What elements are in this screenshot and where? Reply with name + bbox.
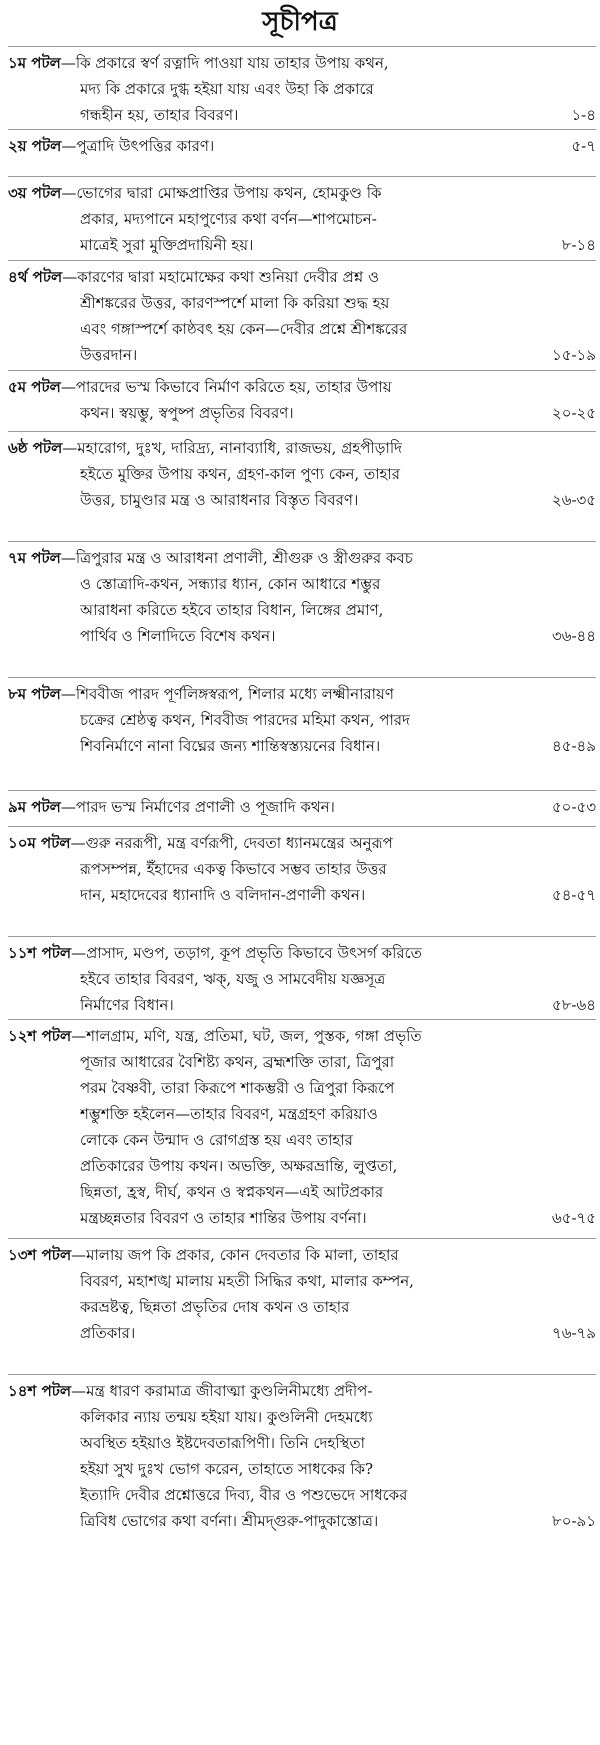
toc-entry-line (8, 1023, 528, 1049)
toc-entry-line: প্রতিকারের উপায় কথন। অভক্তি, অক্ষরভ্রান্তি, লুপ্ততা, (80, 1157, 398, 1175)
chapter-label: ৪র্থ পটল (8, 268, 63, 286)
toc-entry-line: বিবরণ, মহাশঙ্খ মালায় মহতী সিদ্ধির কথা, মালার কম্পন, (80, 1272, 414, 1290)
toc-entry-line: ও স্তোত্রাদি-কথন, সন্ধ্যার ধ্যান, কোন আধারে শম্ভুর (80, 575, 381, 593)
page-range: ৭৬-৭৯ (551, 1324, 596, 1342)
toc-entry-line (8, 374, 528, 400)
toc-entry-line (8, 50, 528, 76)
toc-entry-line (8, 794, 528, 820)
chapter-label: ১৩শ পটল (8, 1246, 72, 1264)
toc-entry-line (8, 830, 528, 856)
entry-divider (8, 260, 596, 261)
entry-divider (8, 1374, 596, 1375)
toc-entry (8, 431, 596, 515)
chapter-label: ১ম পটল (8, 54, 61, 72)
toc-entry-line: কথন। স্বয়ম্ভু, স্বপুষ্প প্রভৃতির বিবরণ। (80, 404, 294, 422)
toc-entry (8, 1238, 596, 1348)
entry-divider (8, 370, 596, 371)
toc-entry-line: দান, মহাদেবের ধ্যানাদি ও বলিদান-প্রণালী কথন। (80, 886, 366, 904)
toc-entry (8, 129, 596, 161)
chapter-label: ১২শ পটল (8, 1027, 72, 1045)
page-range: ৬৫-৭৫ (551, 1209, 596, 1227)
toc-entry-line: শম্ভুশক্তি হইলেন—তাহার বিবরণ, মন্ত্রগ্রহণ করিয়াও (80, 1105, 378, 1123)
toc-entry-line: উত্তরদান। (80, 346, 138, 364)
entry-divider (8, 176, 596, 177)
toc-entry-line: পূজার আধারের বৈশিষ্ট্য কথন, ব্রহ্মশক্তি তারা, ত্রিপুরা (80, 1053, 395, 1071)
toc-entry-line: মাত্রেই সুরা মুক্তিপ্রদায়িনী হয়। (80, 236, 254, 254)
toc-entry-line: হইবে তাহার বিবরণ, ঋক্, যজু ও সামবেদীয় যজ্ঞসূত্র (80, 970, 386, 988)
toc-entry (8, 46, 596, 130)
chapter-label: ৮ম পটল (8, 685, 61, 703)
toc-entry-line: প্রকার, মদ্যপানে মহাপুণ্যের কথা বর্ণন—শাপমোচন- (80, 210, 377, 228)
toc-entry-line (8, 133, 528, 159)
toc-entry-line: পরম বৈষ্ণবী, তারা কিরূপে শাকম্ভরী ও ত্রিপুরা কিরূপে (80, 1079, 395, 1097)
toc-entry-line: এবং গঙ্গাস্পর্শে কাষ্ঠবৎ হয় কেন—দেবীর প্রশ্নে শ্রীশঙ্করের (80, 320, 408, 338)
toc-entry-line: মন্ত্রচ্ছন্নতার বিবরণ ও তাহার শান্তির উপায় বর্ণনা। (80, 1209, 367, 1227)
toc-entry (8, 677, 596, 761)
toc-entry (8, 826, 596, 910)
chapter-label: ৭ম পটল (8, 549, 61, 567)
chapter-description: —কারণের দ্বারা মহামোক্ষের কথা শুনিয়া দেবীর প্রশ্ন ও (62, 268, 380, 286)
chapter-label: ৫ম পটল (8, 378, 61, 396)
toc-entry-line (8, 681, 528, 707)
page-range: ১৫-১৯ (551, 346, 596, 364)
toc-entry (8, 176, 596, 260)
toc-entry-line: মদ্য কি প্রকারে দুগ্ধ হইয়া যায় এবং উহা কি প্রকারে (80, 80, 374, 98)
toc-entry-line (8, 264, 528, 290)
entry-divider (8, 1238, 596, 1239)
toc-entry-line (8, 1378, 528, 1404)
toc-entry-line: কলিকার ন্যায় তন্ময় হইয়া যায়। কুণ্ডলিনী দেহমধ্যে (80, 1408, 373, 1426)
toc-entry (8, 370, 596, 428)
chapter-description: —ত্রিপুরার মন্ত্র ও আরাধনা প্রণালী, শ্রীগুরু ও স্ত্রীগুরুর কবচ (60, 549, 413, 567)
toc-entry (8, 260, 596, 370)
page-range: ৩৬-৪৪ (551, 627, 596, 645)
toc-entry-line: ত্রিবিধ ভোগের কথা বর্ণনা। শ্রীমদ্‌গুরু-পাদুকাস্তোত্র। (80, 1512, 379, 1530)
toc-entry-line: ইত্যাদি দেবীর প্রশ্নোত্তরে দিব্য, বীর ও পশুভেদে সাধকের (80, 1486, 408, 1504)
toc-entry-line: শিবনির্মাণে নানা বিঘ্নের জন্য শান্তিস্বস্ত্যয়নের বিধান। (80, 737, 381, 755)
entry-divider (8, 1019, 596, 1020)
page-title: সূচীপত্র (262, 7, 338, 37)
page-range: ৫-৭ (571, 137, 596, 155)
toc-entry-line: লোকে কেন উন্মাদ ও রোগগ্রস্ত হয় এবং তাহার (80, 1131, 353, 1149)
toc-entry-line: করভ্রষ্টত্ব, ছিন্নতা প্রভৃতির দোষ কথন ও তাহার (80, 1298, 350, 1316)
toc-entry-line (8, 180, 528, 206)
toc-entry (8, 1374, 596, 1536)
page-range: ৫৪-৫৭ (551, 886, 596, 904)
chapter-label: ৩য় পটল (8, 184, 62, 202)
page-range: ৮০-৯১ (551, 1512, 596, 1530)
toc-entry-line: হইয়া সুখ দুঃখ ভোগ করেন, তাহাতে সাধকের কি? (80, 1460, 374, 1478)
page-range: ২০-২৫ (551, 404, 596, 422)
chapter-label: ১৪শ পটল (8, 1382, 72, 1400)
toc-entry-line: রূপসম্পন্ন, ইঁহাদের একত্ব কিভাবে সম্ভব তাহার উত্তর (80, 860, 387, 878)
chapter-description: —পুত্রাদি উৎপত্তির কারণ। (61, 137, 215, 155)
toc-entry-line: শ্রীশঙ্করের উত্তর, কারণস্পর্শে মালা কি করিয়া শুদ্ধ হয় (80, 294, 390, 312)
entry-divider (8, 541, 596, 542)
toc-entry-line: পার্থিব ও শিলাদিতে বিশেষ কথন। (80, 627, 276, 645)
chapter-description: —কি প্রকারে স্বর্ণ রত্নাদি পাওয়া যায় তাহার উপায় কথন, (60, 54, 389, 72)
entry-divider (8, 46, 596, 47)
toc-entry-line: আরাধনা করিতে হইবে তাহার বিধান, লিঙ্গের প্রমাণ, (80, 601, 384, 619)
toc-entry-line: গন্ধহীন হয়, তাহার বিবরণ। (80, 106, 239, 124)
chapter-description: —প্রাসাদ, মণ্ডপ, তড়াগ, কূপ প্রভৃতি কিভাবে উৎসর্গ করিতে (71, 944, 422, 962)
chapter-label: ২য় পটল (8, 137, 62, 155)
entry-divider (8, 826, 596, 827)
chapter-description: —গুরু নররূপী, মন্ত্র বর্ণরূপী, দেবতা ধ্যানমন্ত্রের অনুরূপ (70, 834, 393, 852)
page-range: ৫০-৫৩ (551, 798, 596, 816)
chapter-description: —শিববীজ পারদ পূর্ণলিঙ্গস্বরূপ, শিলার মধ্যে লক্ষ্মীনারায়ণ (60, 685, 394, 703)
toc-entry-line: প্রতিকার। (80, 1324, 136, 1342)
toc-entry-line: ছিন্নতা, হ্রস্ব, দীর্ঘ, কথন ও স্বপ্নকথন—এই আটপ্রকার (80, 1183, 384, 1201)
chapter-description: —মহারোগ, দুঃখ, দারিদ্র্য, নানাব্যাধি, রাজভয়, গ্রহপীড়াদি (62, 439, 403, 457)
toc-entry (8, 1019, 596, 1233)
toc-entry (8, 790, 596, 822)
chapter-description: —শালগ্রাম, মণি, যন্ত্র, প্রতিমা, ঘট, জল, পুস্তক, গঙ্গা প্রভৃতি (71, 1027, 422, 1045)
entry-divider (8, 936, 596, 937)
toc-entry-line: হইতে মুক্তির উপায় কথন, গ্রহণ-কাল পুণ্য কেন, তাহার (80, 465, 401, 483)
entry-divider (8, 431, 596, 432)
entry-divider (8, 677, 596, 678)
toc-entry-line (8, 545, 528, 571)
chapter-description: —পারদ ভস্ম নির্মাণের প্রণালী ও পূজাদি কথন। (60, 798, 335, 816)
entry-divider (8, 790, 596, 791)
toc-entry-line (8, 435, 528, 461)
toc-entry-line (8, 940, 528, 966)
page-range: ৪৫-৪৯ (551, 737, 596, 755)
toc-entry-line: উত্তর, চামুণ্ডার মন্ত্র ও আরাধনার বিস্তৃত বিবরণ। (80, 491, 359, 509)
page-range: ৫৮-৬৪ (551, 996, 596, 1014)
page-range: ২৬-৩৫ (551, 491, 596, 509)
chapter-description: —মালায় জপ কি প্রকার, কোন দেবতার কি মালা, তাহার (71, 1246, 399, 1264)
chapter-description: —পারদের ভস্ম কিভাবে নির্মাণ করিতে হয়, তাহার উপায় (60, 378, 392, 396)
entry-divider (8, 129, 596, 130)
page-range: ৮-১৪ (561, 236, 596, 254)
chapter-label: ১০ম পটল (8, 834, 71, 852)
toc-entry-line: অবস্থিত হইয়াও ইষ্টদেবতারূপিণী। তিনি দেহস্থিতা (80, 1434, 366, 1452)
chapter-label: ৬ষ্ঠ পটল (8, 439, 63, 457)
chapter-label: ১১শ পটল (8, 944, 72, 962)
toc-entry-line (8, 1242, 528, 1268)
page-range: ১-৪ (571, 106, 596, 124)
toc-entry-line: নির্মাণের বিধান। (80, 996, 174, 1014)
chapter-label: ৯ম পটল (8, 798, 61, 816)
chapter-description: —মন্ত্র ধারণ করামাত্র জীবাত্মা কুণ্ডলিনীমধ্যে প্রদীপ- (71, 1382, 373, 1400)
chapter-description: —ভোগের দ্বারা মোক্ষপ্রাপ্তির উপায় কথন, হোমকুণ্ড কি (61, 184, 382, 202)
toc-entry (8, 541, 596, 651)
toc-entry-line: চক্রের শ্রেষ্ঠত্ব কথন, শিববীজ পারদের মহিমা কথন, পারদ (80, 711, 410, 729)
toc-entry (8, 936, 596, 1020)
